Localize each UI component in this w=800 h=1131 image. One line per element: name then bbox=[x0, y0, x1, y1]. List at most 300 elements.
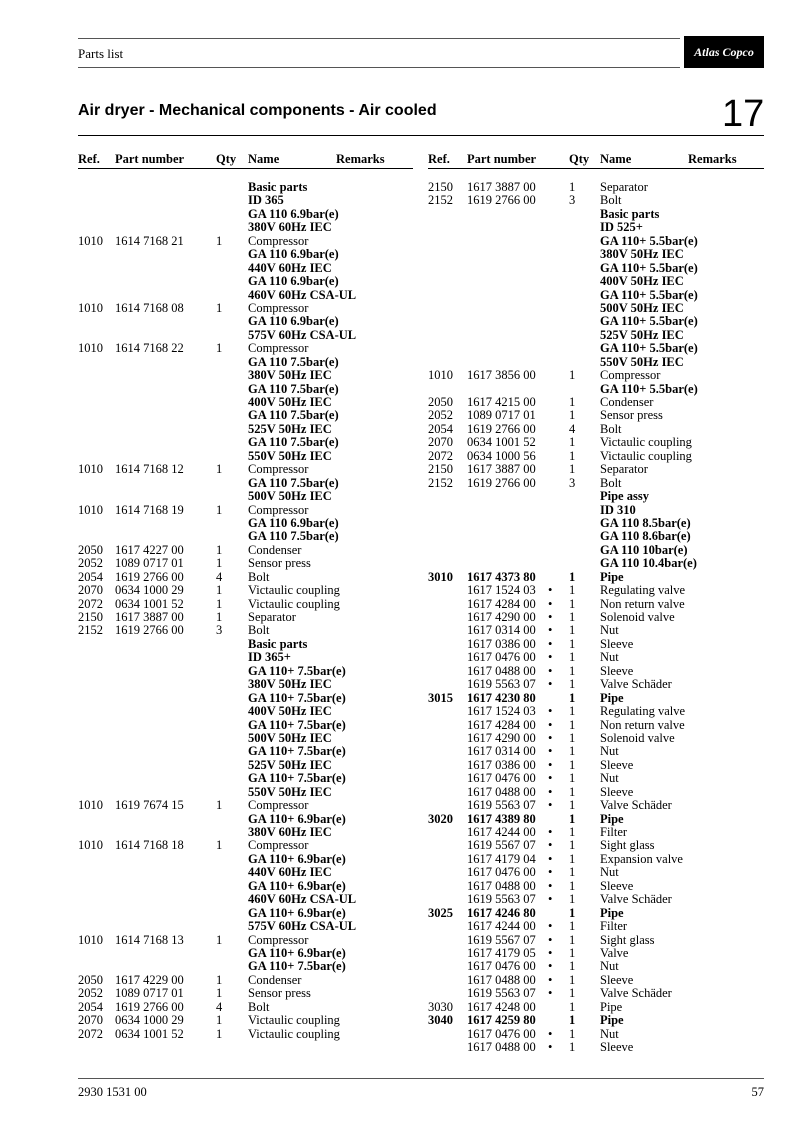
brand-logo-text: Atlas Copco bbox=[694, 45, 754, 59]
subpart-bullet: • bbox=[548, 784, 553, 799]
header-ref: Ref. bbox=[428, 152, 450, 166]
ref-cell: 2150 bbox=[428, 180, 453, 194]
list-item bbox=[78, 490, 413, 503]
name-cell: Sight glass bbox=[600, 932, 655, 947]
part-number-cell: 1619 5567 07 bbox=[467, 838, 536, 853]
header-rule-top bbox=[78, 38, 680, 39]
name-cell: GA 110 10bar(e) bbox=[600, 542, 688, 557]
list-item bbox=[78, 342, 413, 355]
name-cell: GA 110+ 7.5bar(e) bbox=[248, 959, 346, 974]
list-item bbox=[428, 302, 764, 315]
list-item bbox=[78, 745, 413, 758]
name-cell: Bolt bbox=[248, 569, 270, 584]
name-cell: GA 110+ 6.9bar(e) bbox=[248, 811, 346, 826]
parts-list-right bbox=[428, 181, 764, 1054]
list-item bbox=[428, 450, 764, 463]
list-item bbox=[78, 423, 413, 436]
name-cell: 575V 60Hz CSA-UL bbox=[248, 919, 357, 934]
list-item bbox=[78, 799, 413, 812]
qty-cell: 1 bbox=[569, 878, 576, 893]
list-item bbox=[78, 880, 413, 893]
name-cell: 500V 50Hz IEC bbox=[248, 730, 332, 745]
list-item bbox=[428, 960, 764, 973]
subpart-bullet: • bbox=[548, 851, 553, 866]
list-item bbox=[78, 678, 413, 691]
part-number-cell: 1617 0386 00 bbox=[467, 636, 536, 651]
name-cell: Sleeve bbox=[600, 972, 634, 987]
name-cell: 440V 60Hz IEC bbox=[248, 260, 332, 275]
part-number-cell: 1617 3887 00 bbox=[467, 462, 536, 477]
name-cell: 400V 50Hz IEC bbox=[600, 274, 684, 289]
list-item bbox=[78, 315, 413, 328]
name-cell: Basic parts bbox=[248, 180, 308, 194]
list-item bbox=[78, 289, 413, 302]
list-item bbox=[428, 517, 764, 530]
name-cell: Nut bbox=[600, 959, 619, 974]
list-item bbox=[78, 1014, 413, 1027]
subpart-bullet: • bbox=[548, 677, 553, 692]
list-item bbox=[78, 638, 413, 651]
qty-cell: 1 bbox=[216, 462, 223, 477]
header-ref: Ref. bbox=[78, 152, 100, 166]
column-header bbox=[78, 152, 413, 168]
name-cell: Victaulic coupling bbox=[248, 1026, 340, 1041]
name-cell: Victaulic coupling bbox=[248, 583, 340, 598]
name-cell: Sleeve bbox=[600, 878, 634, 893]
subpart-bullet: • bbox=[548, 744, 553, 759]
part-number-cell: 1617 0476 00 bbox=[467, 865, 536, 880]
subpart-bullet: • bbox=[548, 663, 553, 678]
qty-cell: 1 bbox=[216, 986, 223, 1001]
name-cell: ID 365+ bbox=[248, 650, 291, 665]
name-cell: 380V 60Hz IEC bbox=[248, 825, 332, 839]
part-number-cell: 1617 4284 00 bbox=[467, 596, 536, 611]
header-rule-bottom bbox=[78, 67, 680, 68]
list-item bbox=[428, 1041, 764, 1054]
list-item bbox=[428, 329, 764, 342]
qty-cell: 1 bbox=[569, 368, 576, 383]
list-item bbox=[428, 194, 764, 207]
ref-cell: 2054 bbox=[428, 421, 453, 436]
qty-cell: 1 bbox=[569, 838, 576, 853]
qty-cell: 1 bbox=[569, 959, 576, 974]
ref-cell: 1010 bbox=[78, 462, 103, 477]
subpart-bullet: • bbox=[548, 717, 553, 732]
subpart-bullet: • bbox=[548, 932, 553, 947]
name-cell: 400V 50Hz IEC bbox=[248, 704, 332, 719]
qty-cell: 3 bbox=[216, 623, 223, 638]
qty-cell: 1 bbox=[569, 945, 576, 960]
list-item bbox=[428, 423, 764, 436]
list-item bbox=[428, 544, 764, 557]
name-cell: Condenser bbox=[248, 972, 302, 987]
qty-cell: 4 bbox=[569, 421, 576, 436]
ref-cell: 2070 bbox=[428, 435, 453, 450]
list-item bbox=[78, 705, 413, 718]
name-cell: GA 110 6.9bar(e) bbox=[248, 314, 339, 329]
ref-cell: 2050 bbox=[78, 542, 103, 557]
name-cell: 380V 60Hz IEC bbox=[248, 220, 332, 235]
list-item bbox=[78, 665, 413, 678]
list-item bbox=[78, 947, 413, 960]
qty-cell: 1 bbox=[569, 180, 576, 194]
part-number-cell: 1617 0476 00 bbox=[467, 771, 536, 786]
list-item bbox=[428, 638, 764, 651]
ref-cell: 1010 bbox=[78, 932, 103, 947]
subpart-bullet: • bbox=[548, 623, 553, 638]
chapter-number: 17 bbox=[722, 93, 765, 135]
header-qty: Qty bbox=[216, 152, 237, 166]
list-item bbox=[428, 490, 764, 503]
name-cell: GA 110+ 7.5bar(e) bbox=[248, 663, 346, 678]
list-item bbox=[78, 624, 413, 637]
name-cell: 440V 60Hz IEC bbox=[248, 865, 332, 880]
qty-cell: 1 bbox=[569, 919, 576, 934]
qty-cell: 1 bbox=[569, 650, 576, 665]
ref-cell: 1010 bbox=[78, 341, 103, 356]
list-item bbox=[428, 369, 764, 382]
qty-cell: 1 bbox=[216, 1026, 223, 1041]
qty-cell: 1 bbox=[569, 408, 576, 423]
list-item bbox=[428, 826, 764, 839]
list-item bbox=[78, 329, 413, 342]
name-cell: Pipe bbox=[600, 905, 624, 920]
list-item bbox=[428, 772, 764, 785]
part-number-cell: 1617 4179 05 bbox=[467, 945, 536, 960]
name-cell: ID 365 bbox=[248, 193, 284, 208]
name-cell: GA 110+ 6.9bar(e) bbox=[248, 905, 346, 920]
list-item bbox=[78, 221, 413, 234]
name-cell: Filter bbox=[600, 919, 628, 934]
list-item bbox=[428, 893, 764, 906]
qty-cell: 1 bbox=[216, 341, 223, 356]
name-cell: GA 110+ 6.9bar(e) bbox=[248, 945, 346, 960]
name-cell: Bolt bbox=[600, 421, 622, 436]
list-item bbox=[78, 920, 413, 933]
name-cell: Victaulic coupling bbox=[248, 1013, 340, 1028]
part-number-cell: 1619 2766 00 bbox=[115, 999, 184, 1014]
ref-cell: 3010 bbox=[428, 569, 453, 584]
list-item bbox=[78, 208, 413, 221]
list-item bbox=[428, 651, 764, 664]
part-number-cell: 1619 5563 07 bbox=[467, 892, 536, 907]
list-item bbox=[78, 477, 413, 490]
name-cell: Expansion valve bbox=[600, 851, 683, 866]
part-number-cell: 1617 0476 00 bbox=[467, 959, 536, 974]
part-number-cell: 0634 1001 52 bbox=[115, 596, 184, 611]
qty-cell: 1 bbox=[216, 972, 223, 987]
name-cell: Condenser bbox=[600, 395, 654, 409]
qty-cell: 1 bbox=[569, 932, 576, 947]
list-item bbox=[428, 732, 764, 745]
part-number-cell: 1619 5563 07 bbox=[467, 986, 536, 1001]
name-cell: ID 310 bbox=[600, 502, 636, 517]
name-cell: GA 110 6.9bar(e) bbox=[248, 247, 339, 262]
list-item bbox=[428, 853, 764, 866]
name-cell: GA 110+ 5.5bar(e) bbox=[600, 314, 698, 329]
name-cell: 525V 50Hz IEC bbox=[600, 327, 684, 342]
part-number-cell: 1614 7168 19 bbox=[115, 502, 184, 517]
part-number-cell: 1614 7168 22 bbox=[115, 341, 184, 356]
list-item bbox=[78, 383, 413, 396]
qty-cell: 3 bbox=[569, 475, 576, 490]
name-cell: Separator bbox=[600, 462, 648, 477]
name-cell: Pipe assy bbox=[600, 489, 649, 504]
header-qty: Qty bbox=[569, 152, 590, 166]
list-item bbox=[428, 786, 764, 799]
part-number-cell: 1619 2766 00 bbox=[467, 193, 536, 208]
list-item bbox=[78, 262, 413, 275]
part-number-cell: 1614 7168 21 bbox=[115, 233, 184, 248]
subpart-bullet: • bbox=[548, 825, 553, 839]
qty-cell: 1 bbox=[216, 1013, 223, 1028]
part-number-cell: 1619 2766 00 bbox=[115, 623, 184, 638]
name-cell: Valve Schäder bbox=[600, 892, 672, 907]
ref-cell: 3040 bbox=[428, 1013, 453, 1028]
qty-cell: 1 bbox=[569, 677, 576, 692]
ref-cell: 3020 bbox=[428, 811, 453, 826]
name-cell: GA 110 8.5bar(e) bbox=[600, 515, 691, 530]
list-item bbox=[78, 611, 413, 624]
part-number-cell: 1619 5567 07 bbox=[467, 932, 536, 947]
name-cell: GA 110+ 5.5bar(e) bbox=[600, 341, 698, 356]
qty-cell: 1 bbox=[569, 972, 576, 987]
name-cell: 525V 50Hz IEC bbox=[248, 757, 332, 772]
list-item bbox=[78, 759, 413, 772]
list-item bbox=[78, 1001, 413, 1014]
list-item bbox=[78, 571, 413, 584]
qty-cell: 1 bbox=[569, 851, 576, 866]
part-number-cell: 0634 1001 52 bbox=[115, 1026, 184, 1041]
header-remarks: Remarks bbox=[336, 152, 385, 166]
list-item bbox=[78, 504, 413, 517]
name-cell: GA 110 6.9bar(e) bbox=[248, 274, 339, 289]
qty-cell: 1 bbox=[569, 596, 576, 611]
list-item bbox=[78, 866, 413, 879]
qty-cell: 1 bbox=[569, 610, 576, 624]
subpart-bullet: • bbox=[548, 986, 553, 1001]
qty-cell: 3 bbox=[569, 193, 576, 208]
ref-cell: 1010 bbox=[78, 300, 103, 315]
name-cell: GA 110+ 7.5bar(e) bbox=[248, 690, 346, 705]
atlas-copco-logo bbox=[684, 36, 764, 68]
list-item bbox=[78, 235, 413, 248]
name-cell: Bolt bbox=[248, 623, 270, 638]
name-cell: Regulating valve bbox=[600, 583, 686, 598]
name-cell: Nut bbox=[600, 771, 619, 786]
parts-column-left bbox=[78, 152, 413, 1041]
list-item bbox=[428, 383, 764, 396]
part-number-cell: 1617 0314 00 bbox=[467, 623, 536, 638]
name-cell: Sensor press bbox=[248, 986, 311, 1001]
name-cell: Pipe bbox=[600, 569, 624, 584]
document-number: 2930 1531 00 bbox=[78, 1085, 147, 1099]
list-item bbox=[78, 409, 413, 422]
ref-cell: 2052 bbox=[78, 986, 103, 1001]
name-cell: Sleeve bbox=[600, 636, 634, 651]
list-item bbox=[428, 880, 764, 893]
header-part-number: Part number bbox=[467, 152, 537, 166]
part-number-cell: 1617 4246 80 bbox=[467, 905, 536, 920]
header-section: Parts list bbox=[78, 46, 124, 61]
part-number-cell: 1619 5563 07 bbox=[467, 677, 536, 692]
qty-cell: 1 bbox=[569, 784, 576, 799]
name-cell: GA 110 7.5bar(e) bbox=[248, 381, 339, 396]
name-cell: Sleeve bbox=[600, 1040, 634, 1054]
qty-cell: 1 bbox=[216, 583, 223, 598]
list-item bbox=[78, 893, 413, 906]
name-cell: Valve Schäder bbox=[600, 986, 672, 1001]
qty-cell: 1 bbox=[569, 1026, 576, 1041]
list-item bbox=[78, 934, 413, 947]
name-cell: GA 110+ 5.5bar(e) bbox=[600, 233, 698, 248]
name-cell: Solenoid valve bbox=[600, 610, 675, 624]
page-number: 57 bbox=[751, 1085, 764, 1099]
subpart-bullet: • bbox=[548, 771, 553, 786]
qty-cell: 1 bbox=[569, 583, 576, 598]
name-cell: GA 110 8.6bar(e) bbox=[600, 529, 691, 544]
ref-cell: 3030 bbox=[428, 999, 453, 1014]
name-cell: Regulating valve bbox=[600, 704, 686, 719]
name-cell: 500V 50Hz IEC bbox=[248, 489, 332, 504]
qty-cell: 1 bbox=[569, 825, 576, 839]
subpart-bullet: • bbox=[548, 945, 553, 960]
name-cell: Valve Schäder bbox=[600, 677, 672, 692]
name-cell: GA 110+ 7.5bar(e) bbox=[248, 717, 346, 732]
list-item bbox=[78, 302, 413, 315]
part-number-cell: 1617 1524 03 bbox=[467, 583, 536, 598]
part-number-cell: 1619 7674 15 bbox=[115, 798, 184, 813]
header-remarks: Remarks bbox=[688, 152, 737, 166]
part-number-cell: 1617 4227 00 bbox=[115, 542, 184, 557]
name-cell: GA 110+ 7.5bar(e) bbox=[248, 744, 346, 759]
qty-cell: 1 bbox=[216, 596, 223, 611]
name-cell: GA 110 6.9bar(e) bbox=[248, 515, 339, 530]
qty-cell: 1 bbox=[569, 690, 576, 705]
list-item bbox=[78, 517, 413, 530]
qty-cell: 1 bbox=[569, 395, 576, 409]
part-number-cell: 1619 2766 00 bbox=[467, 421, 536, 436]
part-number-cell: 1617 0488 00 bbox=[467, 784, 536, 799]
list-item bbox=[78, 248, 413, 261]
list-item bbox=[428, 934, 764, 947]
name-cell: 460V 60Hz CSA-UL bbox=[248, 892, 357, 907]
part-number-cell: 1617 3887 00 bbox=[467, 180, 536, 194]
list-item bbox=[428, 396, 764, 409]
subpart-bullet: • bbox=[548, 972, 553, 987]
name-cell: Separator bbox=[600, 180, 648, 194]
part-number-cell: 1617 1524 03 bbox=[467, 704, 536, 719]
list-item bbox=[428, 678, 764, 691]
list-item bbox=[428, 947, 764, 960]
name-cell: ID 525+ bbox=[600, 220, 643, 235]
list-item bbox=[428, 598, 764, 611]
qty-cell: 1 bbox=[216, 932, 223, 947]
part-number-cell: 1617 0488 00 bbox=[467, 1040, 536, 1054]
name-cell: Victaulic coupling bbox=[248, 596, 340, 611]
ref-cell: 2152 bbox=[78, 623, 103, 638]
list-item bbox=[78, 557, 413, 570]
part-number-cell: 0634 1000 56 bbox=[467, 448, 536, 463]
qty-cell: 1 bbox=[569, 1013, 576, 1028]
name-cell: GA 110+ 5.5bar(e) bbox=[600, 260, 698, 275]
list-item bbox=[428, 289, 764, 302]
list-item bbox=[78, 732, 413, 745]
ref-cell: 1010 bbox=[428, 368, 453, 383]
part-number-cell: 1617 0488 00 bbox=[467, 878, 536, 893]
name-cell: Compressor bbox=[248, 838, 309, 853]
part-number-cell: 1617 4229 00 bbox=[115, 972, 184, 987]
qty-cell: 1 bbox=[569, 462, 576, 477]
page-title: Air dryer - Mechanical components - Air cooled bbox=[78, 102, 437, 119]
list-item bbox=[428, 356, 764, 369]
name-cell: Condenser bbox=[248, 542, 302, 557]
ref-cell: 2070 bbox=[78, 1013, 103, 1028]
list-item bbox=[428, 342, 764, 355]
part-number-cell: 1617 4179 04 bbox=[467, 851, 536, 866]
qty-cell: 4 bbox=[216, 999, 223, 1014]
part-number-cell: 0634 1001 52 bbox=[467, 435, 536, 450]
name-cell: GA 110 10.4bar(e) bbox=[600, 556, 697, 571]
qty-cell: 1 bbox=[569, 986, 576, 1001]
name-cell: 460V 60Hz CSA-UL bbox=[248, 287, 357, 302]
list-item bbox=[78, 436, 413, 449]
qty-cell: 1 bbox=[569, 623, 576, 638]
name-cell: Sleeve bbox=[600, 757, 634, 772]
subpart-bullet: • bbox=[548, 838, 553, 853]
name-cell: GA 110 7.5bar(e) bbox=[248, 435, 339, 450]
qty-cell: 1 bbox=[569, 999, 576, 1014]
subpart-bullet: • bbox=[548, 878, 553, 893]
part-number-cell: 0634 1000 29 bbox=[115, 583, 184, 598]
column-header-rule bbox=[428, 168, 764, 169]
list-item bbox=[428, 530, 764, 543]
name-cell: Compressor bbox=[248, 341, 309, 356]
list-item bbox=[78, 960, 413, 973]
subpart-bullet: • bbox=[548, 610, 553, 624]
list-item bbox=[78, 839, 413, 852]
header-part-number: Part number bbox=[115, 152, 185, 166]
qty-cell: 1 bbox=[216, 610, 223, 624]
list-item bbox=[428, 275, 764, 288]
list-item bbox=[78, 987, 413, 1000]
name-cell: Bolt bbox=[600, 193, 622, 208]
ref-cell: 2150 bbox=[78, 610, 103, 624]
list-item bbox=[78, 194, 413, 207]
list-item bbox=[428, 221, 764, 234]
list-item bbox=[428, 315, 764, 328]
part-number-cell: 1617 4244 00 bbox=[467, 825, 536, 839]
qty-cell: 1 bbox=[569, 798, 576, 813]
qty-cell: 1 bbox=[569, 717, 576, 732]
list-item bbox=[78, 692, 413, 705]
list-item bbox=[428, 1028, 764, 1041]
part-number-cell: 1614 7168 13 bbox=[115, 932, 184, 947]
part-number-cell: 1617 0476 00 bbox=[467, 650, 536, 665]
name-cell: Filter bbox=[600, 825, 628, 839]
qty-cell: 1 bbox=[569, 744, 576, 759]
qty-cell: 1 bbox=[216, 798, 223, 813]
ref-cell: 2050 bbox=[78, 972, 103, 987]
name-cell: 380V 50Hz IEC bbox=[248, 677, 332, 692]
subpart-bullet: • bbox=[548, 919, 553, 934]
list-item bbox=[428, 692, 764, 705]
name-cell: Nut bbox=[600, 744, 619, 759]
list-item bbox=[428, 504, 764, 517]
header-name: Name bbox=[600, 152, 632, 166]
name-cell: Bolt bbox=[600, 475, 622, 490]
name-cell: Valve bbox=[600, 945, 629, 960]
